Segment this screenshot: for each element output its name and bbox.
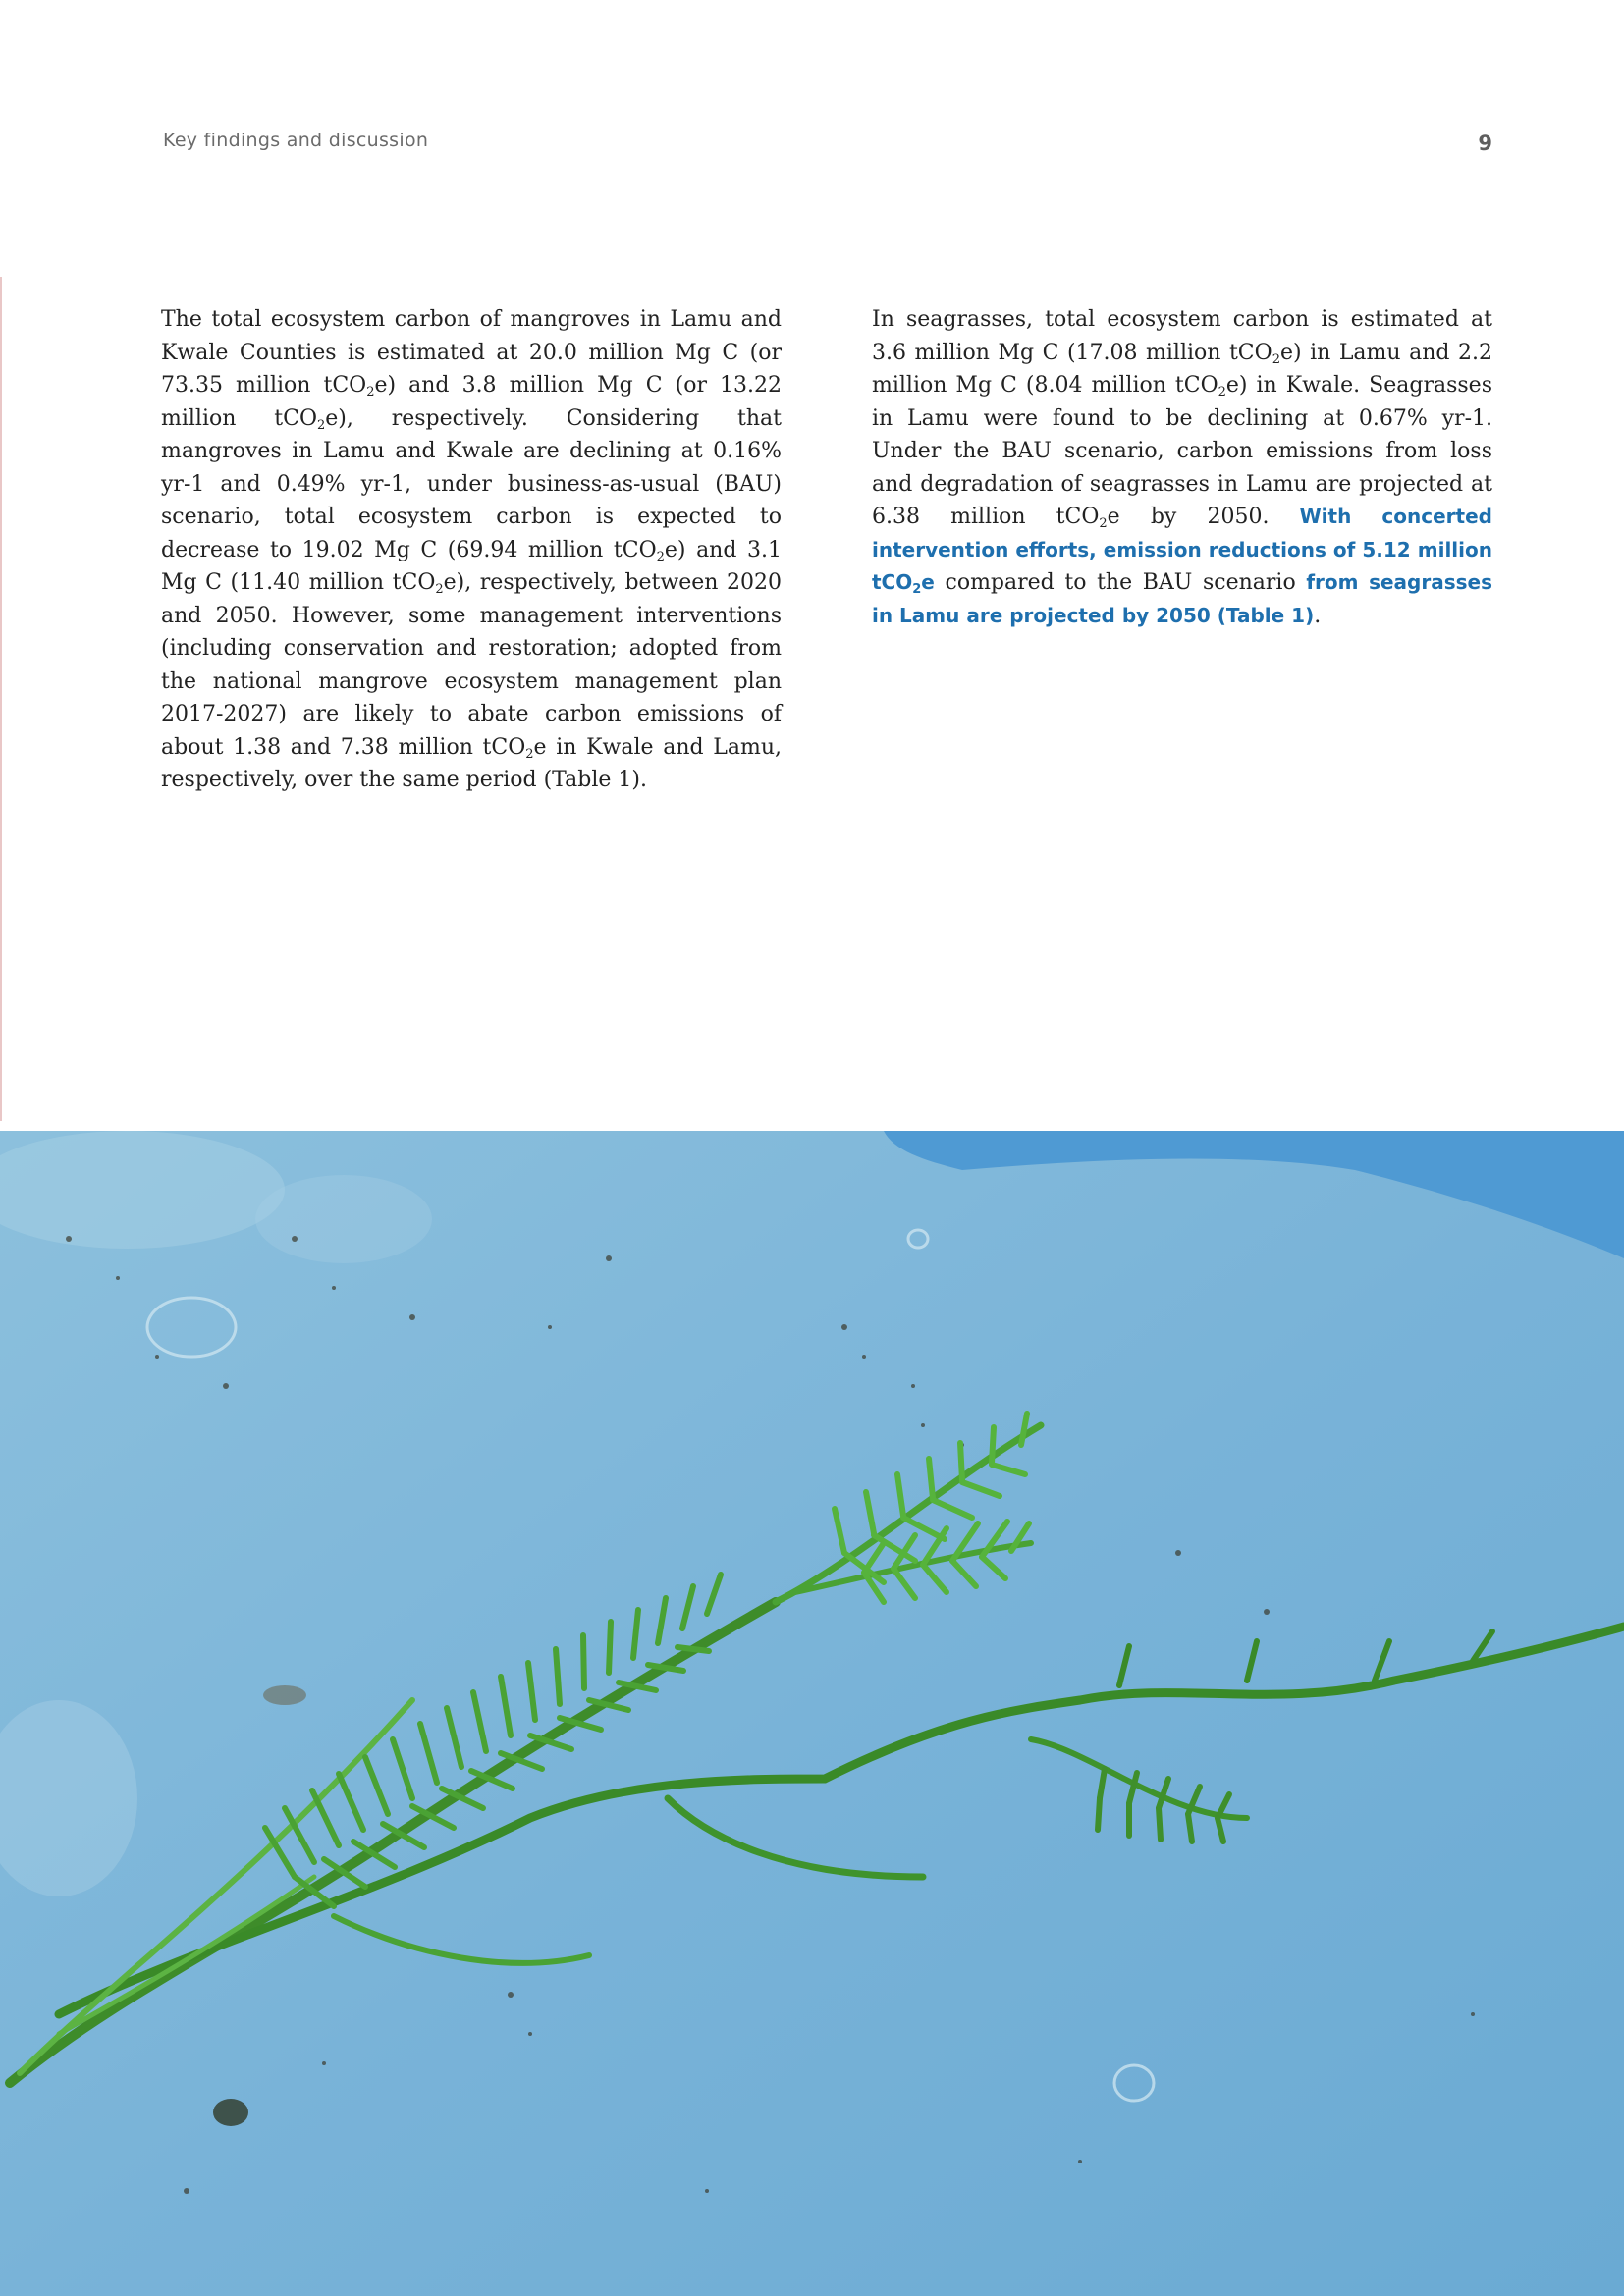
seagrass-paragraph: In seagrasses, total ecosystem carbon is estimated at 3.6 million Mg C (17.08 million tCO$_2$e) in Lamu and 2.2 million Mg C (8.04 million tCO$_2$e) in Kwale. Seagrasses in Lamu were found to be declining at 0.67% yr-1. Under the BAU scenario, carbon emissions from loss and degradation of seagrasses in Lamu are projected at 6.38 million tCO$_2$e by 2050. With concerted intervention efforts, emission reductions of 5.12 million tCO$_2$e compared to the BAU scenario from seagrasses in Lamu are projected by 2050 (Table 1). (872, 307, 1492, 628)
highlight-text: With concerted intervention efforts, emission reductions of 5.12 million tCO$_2$e (872, 505, 1492, 597)
right-column (872, 303, 1492, 632)
highlight-text-2: from seagrasses in Lamu are projected by 2050 (Table 1) (872, 570, 1492, 627)
mangrove-paragraph: The total ecosystem carbon of mangroves in Lamu and Kwale Counties is estimated at 20.0 million Mg C (or 73.35 million tCO$_2$e) and 3.8 million Mg C (or 13.22 million tCO$_2$e), respectively. Considering that mangroves in Lamu and Kwale are declining at 0.16% yr-1 and 0.49% yr-1, under business-as-usual (BAU) scenario, total ecosystem carbon is expected to decrease to 19.02 Mg C (69.94 million tCO$_2$e) and 3.1 Mg C (11.40 million tCO$_2$e), respectively, between 2020 and 2050. However, some management interventions (including conservation and restoration; adopted from the national mangrove ecosystem management plan 2017-2027) are likely to abate carbon emissions of about 1.38 and 7.38 million tCO$_2$e in Kwale and Lamu, respectively, over the same period (Table 1). (161, 307, 783, 792)
margin-rule (0, 277, 2, 1121)
section-title: Key findings and discussion (163, 130, 429, 151)
page-number: 9 (1478, 132, 1492, 155)
left-column (161, 303, 782, 797)
seagrass-photo (0, 1131, 1624, 2296)
